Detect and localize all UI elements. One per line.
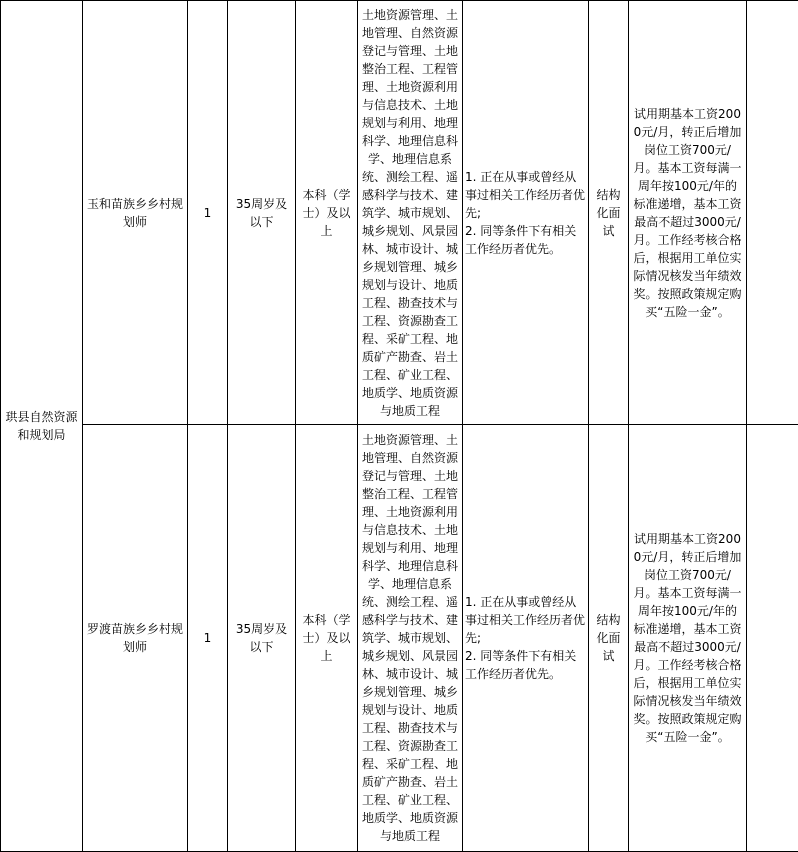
age-cell: 35周岁及以下 bbox=[228, 425, 296, 852]
education-cell: 本科（学士）及以上 bbox=[296, 425, 358, 852]
headcount-cell: 1 bbox=[188, 425, 228, 852]
condition-line: 2. 同等条件下有相关工作经历者优先。 bbox=[465, 649, 577, 681]
table-row bbox=[1, 1, 798, 425]
education-cell: 本科（学士）及以上 bbox=[296, 1, 358, 425]
major-cell: 土地资源管理、土地管理、自然资源登记与管理、土地整治工程、工程管理、土地资源利用与信息技术、土地规划与利用、地理科学、地理信息科学、地理信息系统、测绘工程、遥感科学与技术、建筑学、城市规划、城乡规划、风景园林、城市设计、城乡规划管理、城乡规划与设计、地质工程、勘查技术与工程、资源勘查工程、采矿工程、地质矿产勘查、岩土工程、矿业工程、地质学、地质资源与地质工程 bbox=[358, 1, 463, 425]
salary-cell: 试用期基本工资2000元/月，转正后增加岗位工资700元/月。基本工资每满一周年按100元/年的标准递增，基本工资最高不超过3000元/月。工作经考核合格后，根据用工单位实际情况核发当年绩效奖。按照政策规定购买“五险一金”。 bbox=[629, 425, 747, 852]
condition-line: 1. 正在从事或曾经从事过相关工作经历者优先; bbox=[465, 169, 586, 220]
condition-line: 2. 同等条件下有相关工作经历者优先。 bbox=[465, 223, 577, 256]
exam-method-cell: 结构化面试 bbox=[589, 1, 629, 425]
table-row bbox=[1, 425, 798, 852]
condition-line: 1. 正在从事或曾经从事过相关工作经历者优先; bbox=[465, 595, 586, 645]
remark-cell bbox=[747, 425, 798, 852]
age-cell: 35周岁及以下 bbox=[228, 1, 296, 425]
position-name-cell: 罗渡苗族乡乡村规划师 bbox=[83, 425, 188, 852]
department-cell: 珙县自然资源和规划局 bbox=[1, 1, 83, 852]
conditions-cell bbox=[463, 1, 589, 425]
major-cell: 土地资源管理、土地管理、自然资源登记与管理、土地整治工程、工程管理、土地资源利用与信息技术、土地规划与利用、地理科学、地理信息科学、地理信息系统、测绘工程、遥感科学与技术、建筑学、城市规划、城乡规划、风景园林、城市设计、城乡规划管理、城乡规划与设计、地质工程、勘查技术与工程、资源勘查工程、采矿工程、地质矿产勘查、岩土工程、矿业工程、地质学、地质资源与地质工程 bbox=[358, 425, 463, 852]
position-name-cell: 玉和苗族乡乡村规划师 bbox=[83, 1, 188, 425]
exam-method-cell: 结构化面试 bbox=[589, 425, 629, 852]
headcount-cell: 1 bbox=[188, 1, 228, 425]
remark-cell bbox=[747, 1, 798, 425]
salary-cell: 试用期基本工资2000元/月，转正后增加岗位工资700元/月。基本工资每满一周年按100元/年的标准递增，基本工资最高不超过3000元/月。工作经考核合格后，根据用工单位实际情况核发当年绩效奖。按照政策规定购买“五险一金”。 bbox=[629, 1, 747, 425]
conditions-cell bbox=[463, 425, 589, 852]
